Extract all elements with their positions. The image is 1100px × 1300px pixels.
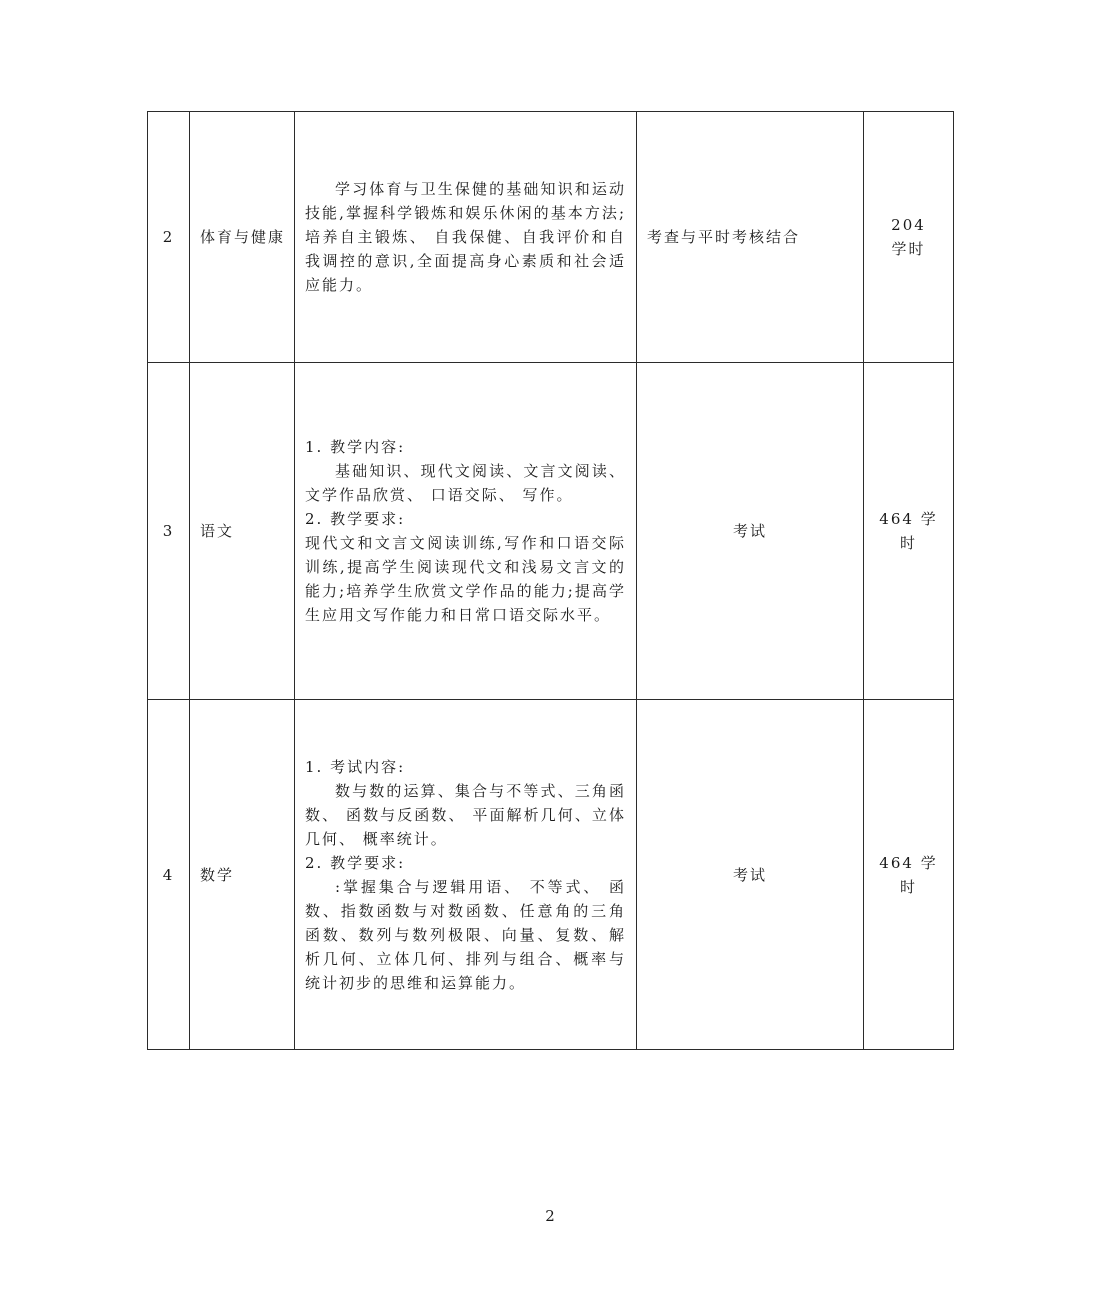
course-content — [295, 700, 637, 1050]
course-content — [295, 363, 637, 700]
content-heading: 1. 考试内容: — [305, 757, 406, 776]
content-paragraph: 数与数的运算、集合与不等式、三角函数、 函数与反函数、 平面解析几何、立体几何、 概率统计。 — [305, 781, 626, 848]
assessment-method: 考试 — [637, 363, 864, 700]
row-number: 4 — [148, 700, 190, 1050]
table-row — [148, 363, 954, 700]
content-heading: 1. 教学内容: — [305, 438, 406, 456]
course-hours: 464 学时 — [864, 700, 954, 1050]
content-paragraph: 基础知识、现代文阅读、文言文阅读、文学作品欣赏、 口语交际、 写作。 — [305, 462, 626, 504]
content-paragraph: 现代文和文言文阅读训练,写作和口语交际训练,提高学生阅读现代文和浅易文言文的能力;培养学生欣赏文学作品的能力;提高学生应用文写作能力和日常口语交际水平。 — [305, 534, 626, 624]
row-number: 2 — [148, 112, 190, 363]
assessment-method: 考试 — [637, 700, 864, 1050]
course-table — [147, 111, 954, 1050]
assessment-method: 考查与平时考核结合 — [637, 112, 864, 363]
table-row — [148, 700, 954, 1050]
content-paragraph: 学习体育与卫生保健的基础知识和运动技能,掌握科学锻炼和娱乐休闲的基本方法;培养自主锻炼、 自我保健、自我评价和自我调控的意识,全面提高身心素质和社会适应能力。 — [305, 180, 626, 294]
course-hours — [864, 112, 954, 363]
course-content — [295, 112, 637, 363]
course-hours-value: 204 — [891, 216, 926, 234]
course-name: 语文 — [190, 363, 295, 700]
content-paragraph: :掌握集合与逻辑用语、 不等式、 函数、指数函数与对数函数、任意角的三角函数、数列与数列极限、向量、复数、解析几何、立体几何、排列与组合、概率与统计初步的思维和运算能力。 — [305, 877, 626, 992]
course-hours: 464 学时 — [864, 363, 954, 700]
course-name: 数学 — [190, 700, 295, 1050]
content-heading: 2. 教学要求: — [305, 853, 406, 872]
course-hours-unit: 学时 — [891, 240, 926, 258]
course-name: 体育与健康 — [190, 112, 295, 363]
table-row — [148, 112, 954, 363]
page-number: 2 — [545, 1207, 555, 1225]
content-heading: 2. 教学要求: — [305, 510, 406, 528]
row-number: 3 — [148, 363, 190, 700]
